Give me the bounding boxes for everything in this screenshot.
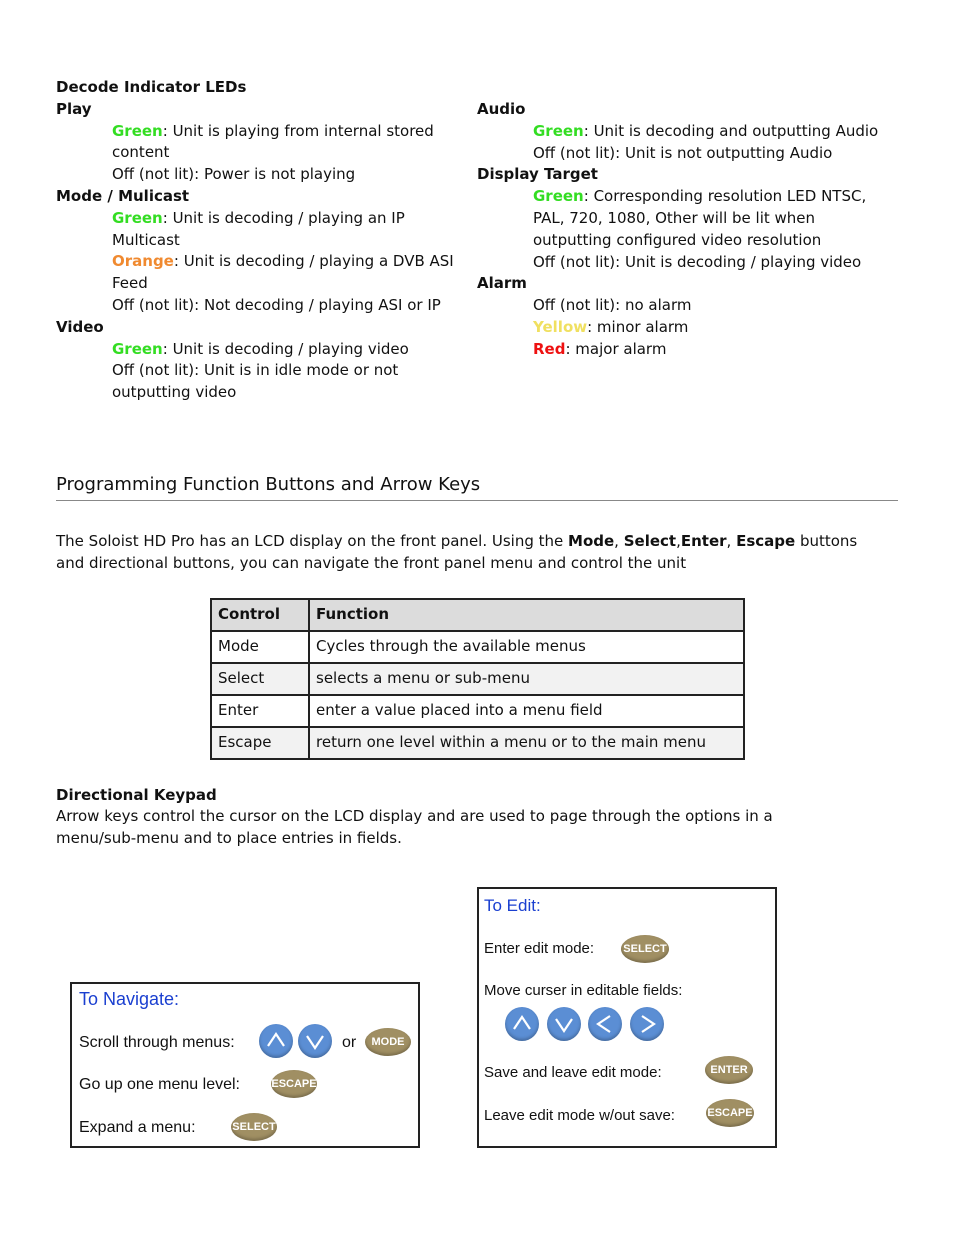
table-header-function: Function	[309, 599, 744, 631]
table-cell-control: Escape	[211, 727, 309, 759]
mode-details	[112, 208, 476, 317]
intro-c: and directional buttons, you can navigate the front panel menu and control the unit	[56, 553, 687, 572]
video-off2: outputting video	[112, 383, 237, 402]
video-green-text: : Unit is decoding / playing video	[162, 339, 409, 358]
escape-button[interactable]: ESCAPE	[271, 1070, 317, 1098]
navigate-or: or	[342, 1034, 357, 1051]
edit-leave-label: Leave edit mode w/out save:	[484, 1107, 675, 1124]
directional-text1: Arrow keys control the cursor on the LCD display and are used to page through the options in a	[56, 807, 773, 825]
table-header-control: Control	[211, 599, 309, 631]
intro-select-word: Select	[623, 532, 677, 550]
up-arrow-icon[interactable]	[505, 1007, 539, 1041]
alarm-yellow-label: Yellow	[533, 317, 588, 336]
up-arrow-icon[interactable]	[259, 1024, 293, 1058]
mode-title: Mode / Mulicast	[56, 186, 190, 205]
edit-title: To Edit:	[484, 896, 541, 915]
table-cell-function: Cycles through the available menus	[309, 631, 744, 663]
table-cell-control: Enter	[211, 695, 309, 727]
select-button[interactable]: SELECT	[621, 935, 669, 963]
intro-a: The Soloist HD Pro has an LCD display on the front panel. Using the	[56, 532, 569, 550]
alarm-red-line	[533, 339, 907, 361]
display-green-label: Green	[533, 187, 584, 206]
enter-button[interactable]: ENTER	[705, 1056, 753, 1084]
table-cell-function: selects a menu or sub-menu	[309, 663, 744, 695]
mode-green-text: : Unit is decoding / playing an IP	[162, 208, 405, 227]
display-green-text2: PAL, 720, 1080, Other will be lit when	[533, 208, 816, 227]
mode-orange-line	[112, 251, 476, 273]
down-arrow-icon[interactable]	[298, 1024, 332, 1058]
mode-off: Off (not lit): Not decoding / playing ASI or IP	[112, 295, 441, 314]
navigate-go-up-label: Go up one menu level:	[79, 1076, 240, 1093]
table-row	[211, 695, 744, 727]
display-target-details	[533, 186, 907, 273]
table-header-row	[211, 599, 744, 631]
directional-text	[56, 806, 856, 850]
alarm-red-label: Red	[533, 339, 566, 358]
play-details	[112, 121, 476, 186]
intro-sep2: ,	[676, 532, 681, 550]
left-arrow-icon[interactable]	[588, 1007, 622, 1041]
table-row	[211, 631, 744, 663]
alarm-title: Alarm	[477, 274, 527, 293]
alarm-yellow-line	[533, 317, 907, 339]
alarm-yellow-text: : minor alarm	[587, 317, 689, 336]
display-target-title: Display Target	[477, 165, 598, 184]
intro-sep3: ,	[726, 532, 737, 550]
select-button[interactable]: SELECT	[231, 1113, 277, 1141]
display-off: Off (not lit): Unit is decoding / playing video	[533, 252, 862, 271]
display-green-text: : Corresponding resolution LED NTSC,	[583, 187, 867, 206]
audio-details	[533, 121, 907, 165]
play-title: Play	[56, 99, 92, 118]
edit-save-label: Save and leave edit mode:	[484, 1064, 662, 1081]
intro-enter-word: Enter	[680, 532, 727, 550]
intro-sep1: ,	[614, 532, 624, 550]
intro-escape-word: Escape	[736, 532, 796, 550]
edit-enter-label: Enter edit mode:	[484, 940, 595, 957]
directional-text2: menu/sub-menu and to place entries in fields.	[56, 828, 402, 847]
display-green-line	[533, 186, 907, 208]
controls-table	[210, 598, 745, 760]
mode-orange-text2: Feed	[112, 274, 148, 293]
mode-orange-text: : Unit is decoding / playing a DVB ASI	[173, 252, 454, 271]
play-green-label: Green	[112, 121, 163, 140]
audio-green-line	[533, 121, 907, 143]
section-title: Programming Function Buttons and Arrow Keys	[56, 473, 898, 501]
navigate-expand-label: Expand a menu:	[79, 1119, 196, 1136]
edit-panel	[477, 887, 777, 1148]
play-off: Off (not lit): Power is not playing	[112, 165, 356, 184]
play-green-text: : Unit is playing from internal stored	[162, 121, 434, 140]
mode-green-label: Green	[112, 208, 163, 227]
table-cell-control: Select	[211, 663, 309, 695]
leds-heading: Decode Indicator LEDs	[56, 78, 247, 96]
video-title: Video	[56, 317, 104, 336]
table-cell-control: Mode	[211, 631, 309, 663]
intro-b: buttons	[795, 532, 858, 550]
play-green-line	[112, 121, 476, 143]
video-green-label: Green	[112, 339, 163, 358]
mode-green-line	[112, 208, 476, 230]
display-green-text3: outputting configured video resolution	[533, 230, 822, 249]
alarm-red-text: : major alarm	[565, 339, 667, 358]
navigate-scroll-label: Scroll through menus:	[79, 1034, 235, 1051]
down-arrow-icon[interactable]	[547, 1007, 581, 1041]
navigate-panel	[70, 982, 420, 1148]
navigate-title: To Navigate:	[79, 989, 180, 1009]
play-green-text2: content	[112, 143, 170, 162]
intro-mode-word: Mode	[568, 532, 615, 550]
alarm-off: Off (not lit): no alarm	[533, 296, 692, 315]
audio-green-text: : Unit is decoding and outputting Audio	[583, 121, 879, 140]
led-left-column	[56, 77, 476, 404]
edit-move-label: Move curser in editable fields:	[484, 982, 683, 999]
directional-title: Directional Keypad	[56, 786, 217, 804]
video-off: Off (not lit): Unit is in idle mode or not	[112, 361, 399, 380]
video-details	[112, 339, 476, 404]
video-green-line	[112, 339, 476, 361]
escape-button[interactable]: ESCAPE	[706, 1099, 754, 1127]
audio-off: Off (not lit): Unit is not outputting Audio	[533, 143, 833, 162]
mode-green-text2: Multicast	[112, 230, 180, 249]
audio-green-label: Green	[533, 121, 584, 140]
audio-title: Audio	[477, 100, 526, 118]
alarm-details	[533, 295, 907, 360]
mode-orange-label: Orange	[112, 252, 174, 271]
led-right-column	[477, 99, 907, 361]
table-cell-function: return one level within a menu or to the main menu	[309, 727, 744, 759]
table-cell-function: enter a value placed into a menu field	[309, 695, 744, 727]
table-row	[211, 663, 744, 695]
table-row	[211, 727, 744, 759]
mode-button[interactable]: MODE	[365, 1028, 411, 1056]
intro-paragraph	[56, 531, 916, 575]
right-arrow-icon[interactable]	[630, 1007, 664, 1041]
